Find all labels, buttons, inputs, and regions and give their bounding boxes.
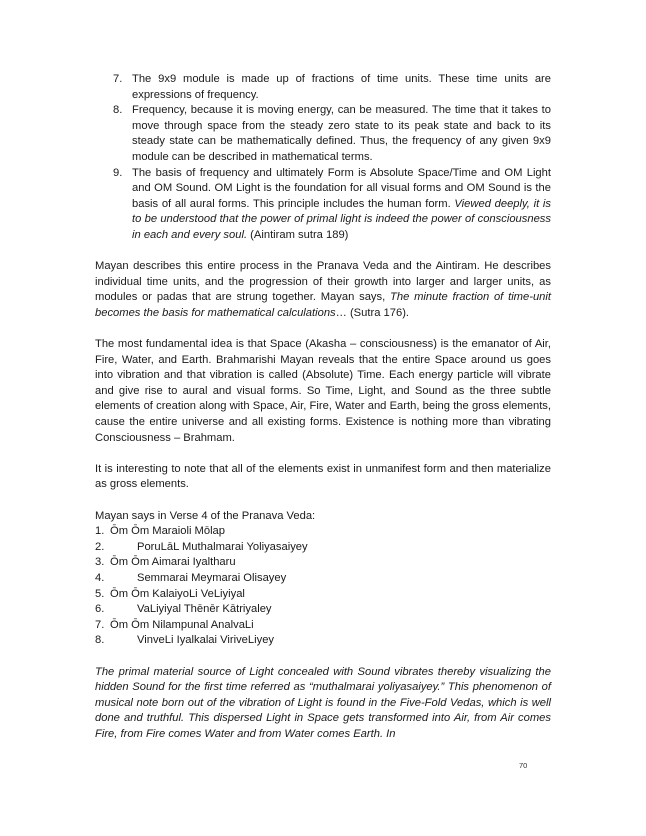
page-content [95,72,551,743]
paragraph-italic-text: The primal material source of Light concealed with Sound vibrates thereby visualizing the hidden Sound for the first time referred as “muthalmarai yoliyasaiyey.” This phenomenon of musical note born out of the vibration of Light is found in the Five-Fold Vedas, which is well done and truthful. This dispersed Light in Space gets transformed into Air, from Air comes Fire, from Fire comes Water and from Water comes Earth. In [95,665,551,740]
page-number: 70 [519,761,528,770]
verse-line [95,555,551,571]
verse-line [95,633,551,649]
numbered-list [95,72,551,244]
verse-list [95,524,551,649]
list-number: 9. [113,166,123,179]
verse-line [95,540,551,556]
paragraph-mayan-describes [95,259,551,321]
verse-text: Ōm Ōm Maraioli Mōlap [110,525,226,538]
verse-number: 6. [95,603,105,616]
verse-line [95,524,551,540]
list-text: Frequency, because it is moving energy, can be measured. The time that it takes to move through space from the steady zero state to its peak state and back to its steady state can be mathematically defined. Thus, the frequency of any given 9x9 module can be described in mathematical terms. [132,104,551,163]
paragraph-italic-quote: The minute fraction of time-unit becomes the basis for mathematical calculations [95,291,551,319]
list-number: 7. [113,73,123,85]
verse-text: Ōm Ōm KalaiyoLi VeLiyiyal [110,587,245,600]
list-italic-quote: Viewed deeply, it is to be understood that the power of primal light is indeed the power of consciousness in each and every soul. [132,197,551,241]
verse-line [95,602,551,618]
verse-text: Ōm Ōm Nilampunal AnalvaLi [110,618,254,631]
verse-number: 8. [95,634,105,647]
verse-number: 4. [95,572,105,584]
list-number: 8. [113,104,123,117]
paragraph-elements: It is interesting to note that all of the elements exist in unmanifest form and then materialize as gross elements. [95,462,551,491]
paragraph-citation: … (Sutra 176). [335,306,410,319]
verse-text: VinveLi Iyalkalai ViriveLiyey [137,634,275,647]
verse-line [95,571,551,587]
verse-line [95,618,551,634]
paragraph-fundamental-idea: The most fundamental idea is that Space (Akasha – consciousness) is the emanator of Air, Fire, Water, and Earth. Brahmarishi Mayan reveals that the entire Space around us goes into vibration and that vibration is called (Absolute) Time. Each energy particle will vibrate and give rise to aural and visual forms. So Time, Light, and Sound as the three subtle elements of creation along with Space, Air, Fire, Water and Earth, being the gross elements, cause the entire universe and all existing forms. Existence is nothing more than vibrating Consciousness – Brahmam. [95,338,551,444]
verse-number: 1. [95,525,105,538]
verse-intro: Mayan says in Verse 4 of the Pranava Veda: [95,509,316,522]
verse-number: 3. [95,556,105,569]
verse-text: Semmarai Meymarai Olisayey [137,572,287,584]
verse-text: VaLiyiyal Thēnēr Kātriyaley [137,603,272,616]
paragraph-primal-light [95,665,551,743]
list-citation: (Aintiram sutra 189) [247,228,349,241]
verse-number: 2. [95,540,105,553]
list-item [95,166,551,244]
verse-text: Ōm Ōm Aimarai Iyaltharu [110,556,236,569]
list-text: The basis of frequency and ultimately Form is Absolute Space/Time and OM Light and OM Sound. OM Light is the foundation for all visual forms and OM Sound is the basis of all aural forms. This principle includes the human form. [132,166,551,210]
paragraph-text: Mayan describes this entire process in the Pranava Veda and the Aintiram. He describes individual time units, and the progression of their growth into larger and larger units, as modules or padas that are strung together. Mayan says, [95,260,551,304]
list-item [95,72,551,103]
list-item [95,103,551,165]
list-text: The 9x9 module is made up of fractions of time units. These time units are expressions of frequency. [132,73,551,101]
verse-text: PoruLāL Muthalmarai Yoliyasaiyey [137,540,308,553]
verse-number: 7. [95,618,105,631]
verse-number: 5. [95,587,105,600]
verse-line [95,587,551,603]
